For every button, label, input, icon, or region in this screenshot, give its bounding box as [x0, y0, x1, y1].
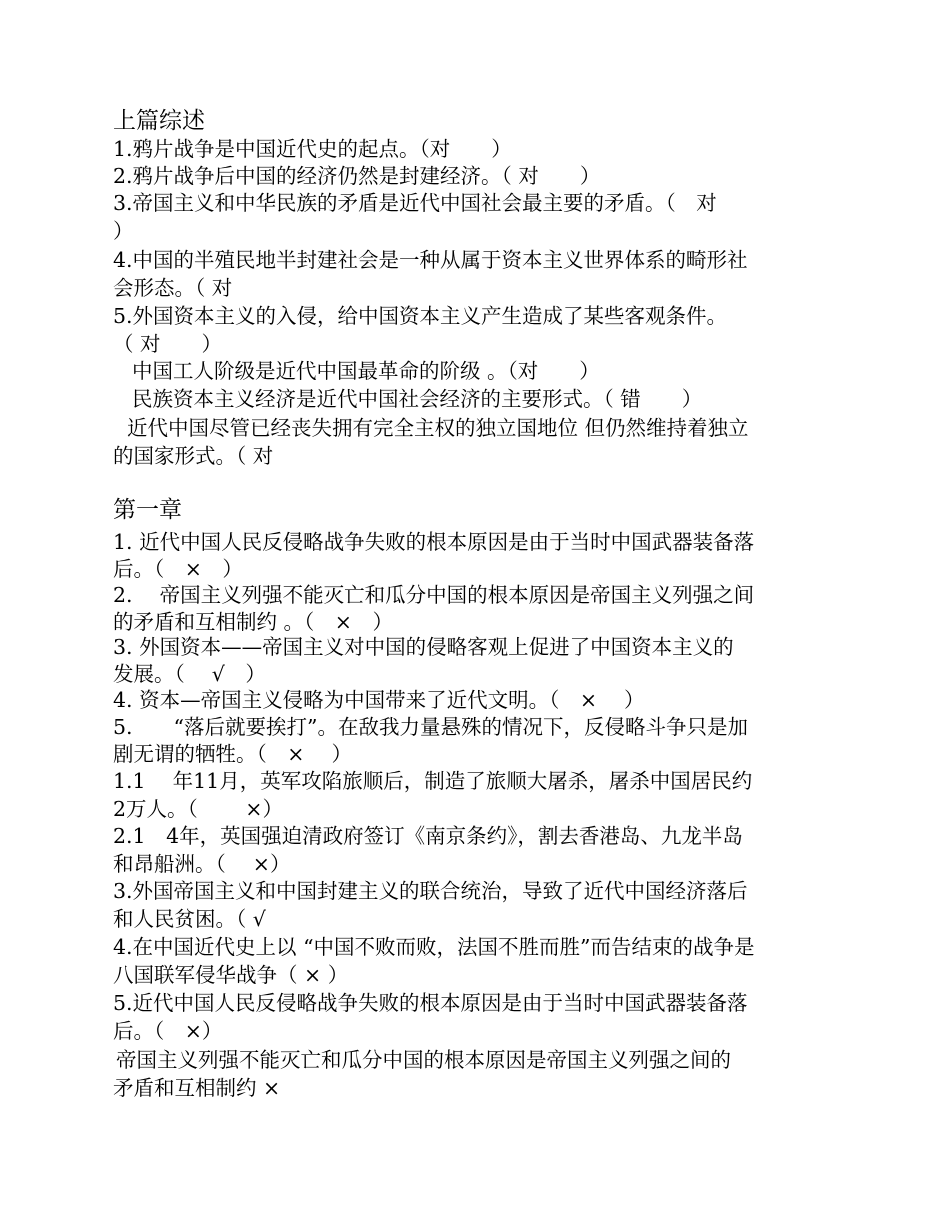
- text-line: 的国家形式。（ 对: [113, 444, 274, 468]
- text-line: 发展。（ √ ）: [113, 662, 266, 686]
- text-line: 矛盾和互相制约 ×: [113, 1076, 281, 1100]
- text-line: 中国工人阶级是近代中国最革命的阶级 。（对 ）: [132, 359, 600, 383]
- text-line: 1.1 年11月，英军攻陷旅顺后，制造了旅顺大屠杀，屠杀中国居民约: [113, 769, 753, 793]
- text-line: 2万人。（ ×）: [113, 797, 283, 821]
- text-line: 3.外国帝国主义和中国封建主义的联合统治，导致了近代中国经济落后: [113, 879, 748, 903]
- text-line: 3.帝国主义和中华民族的矛盾是近代中国社会最主要的矛盾。（ 对: [113, 191, 717, 215]
- text-line: 3. 外国资本——帝国主义对中国的侵略客观上促进了中国资本主义的: [113, 635, 734, 659]
- text-line: 的矛盾和互相制约 。（ × ）: [113, 610, 393, 634]
- text-line: 帝国主义列强不能灭亡和瓜分中国的根本原因是帝国主义列强之间的: [116, 1048, 731, 1072]
- text-line: 5.近代中国人民反侵略战争失败的根本原因是由于当时中国武器装备落: [113, 991, 748, 1015]
- text-line: 2. 帝国主义列强不能灭亡和瓜分中国的根本原因是帝国主义列强之间: [113, 583, 755, 607]
- text-line: ）: [113, 219, 134, 243]
- text-line: 2.1 4年，英国强迫清政府签订《南京条约》，割去香港岛、九龙半岛: [113, 824, 743, 848]
- text-line: 4.中国的半殖民地半封建社会是一种从属于资本主义世界体系的畸形社: [113, 248, 748, 272]
- section-heading-overview: 上篇综述: [113, 108, 205, 134]
- text-line: 近代中国尽管已经丧失拥有完全主权的独立国地位 但仍然维持着独立: [127, 416, 749, 440]
- text-line: 5.外国资本主义的入侵，给中国资本主义产生造成了某些客观条件。: [113, 304, 728, 328]
- text-line: （ 对 ）: [113, 332, 223, 356]
- text-line: 和昂船洲。（ ×）: [113, 852, 291, 876]
- text-line: 5. “落后就要挨打”。在敌我力量悬殊的情况下，反侵略斗争只是加: [113, 715, 749, 739]
- text-line: 1. 近代中国人民反侵略战争失败的根本原因是由于当时中国武器装备落: [113, 530, 755, 554]
- text-line: 4. 资本—帝国主义侵略为中国带来了近代文明。（ × ）: [113, 688, 645, 712]
- section-heading-chapter-one: 第一章: [113, 497, 182, 523]
- text-line: 后。（ × ）: [113, 557, 243, 581]
- text-line: 1.鸦片战争是中国近代史的起点。（对 ）: [113, 137, 512, 161]
- text-line: 会形态。（ 对: [113, 276, 233, 300]
- text-line: 2.鸦片战争后中国的经济仍然是封建经济。（ 对 ）: [113, 164, 601, 188]
- text-line: 民族资本主义经济是近代中国社会经济的主要形式。（ 错 ）: [132, 387, 703, 411]
- text-line: 剧无谓的牺牲。（ × ）: [113, 742, 352, 766]
- text-line: 4.在中国近代史上以 “中国不败而败，法国不胜而胜”而告结束的战争是: [113, 935, 755, 959]
- text-line: 后。（ ×）: [113, 1019, 223, 1043]
- text-line: 和人民贫困。（ √: [113, 907, 266, 931]
- text-line: 八国联军侵华战争（ × ）: [113, 963, 349, 987]
